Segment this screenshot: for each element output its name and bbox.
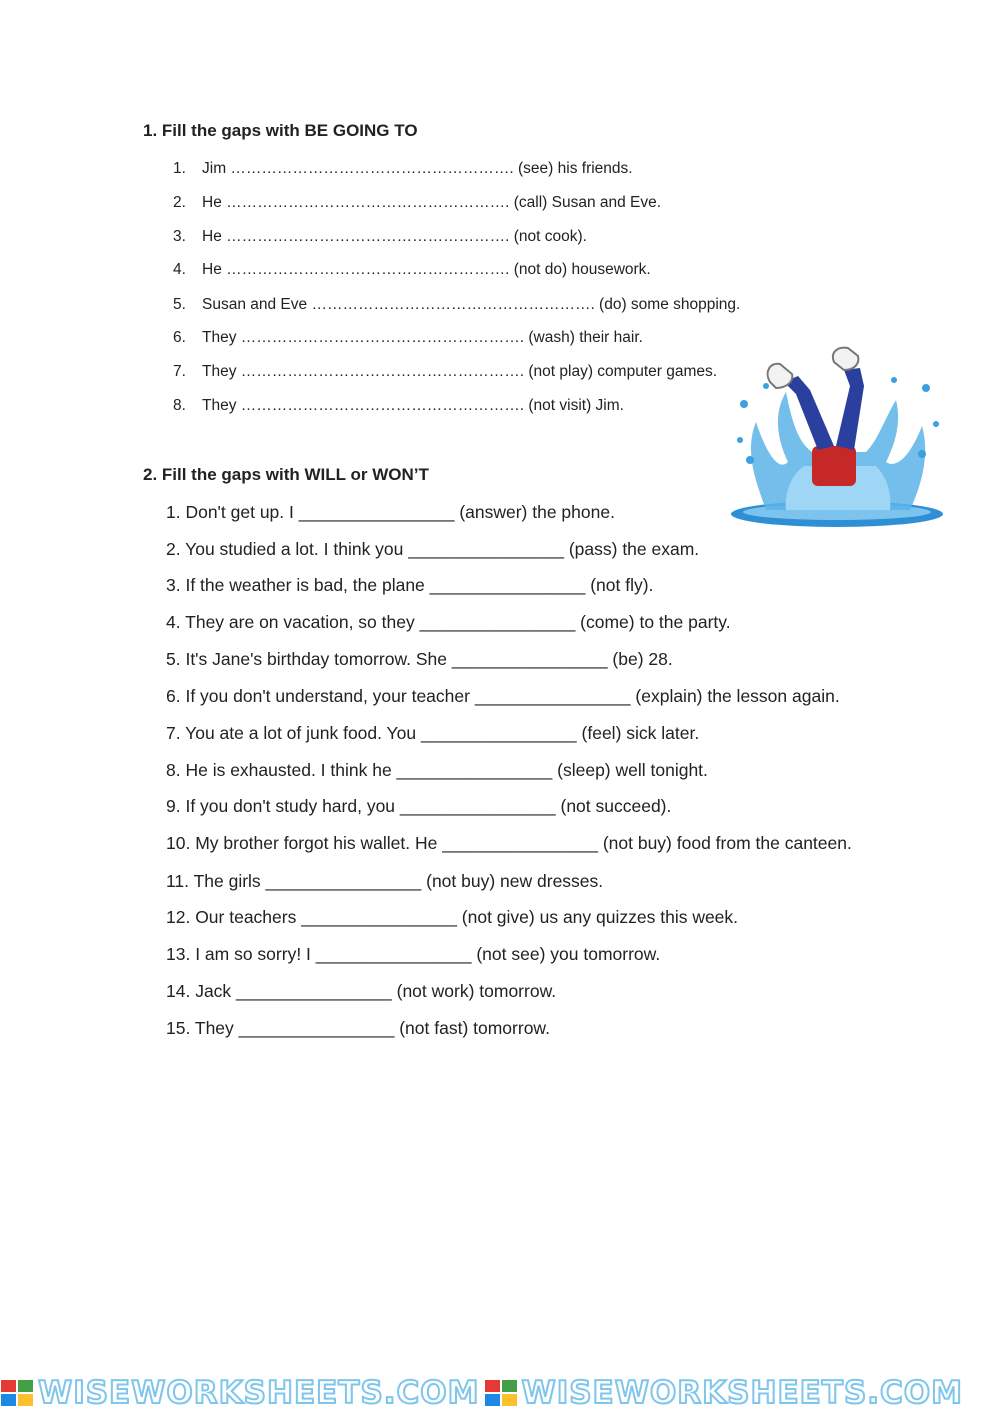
exercise-2-item: 4. They are on vacation, so they ________________ (come) to the party. [166,612,731,632]
item-text: They ………………………………………………. (not play) computer games. [202,363,718,380]
item-number: 6. [173,329,186,346]
item-text: They ………………………………………………. (wash) their hair. [202,329,643,346]
exercise-2-item: 14. Jack ________________ (not work) tomorrow. [166,981,557,1001]
exercise-2-item: 1. Don't get up. I ________________ (answer) the phone. [166,502,615,522]
exercise-2-item: 7. You ate a lot of junk food. You ________________ (feel) sick later. [166,723,700,743]
watermark-text: WISEWORKSHEETS.COM [521,1374,963,1411]
watermark-unit [0,1375,480,1411]
exercise-1-item [173,363,717,381]
item-text: He ………………………………………………. (call) Susan and Eve. [202,194,662,211]
item-number: 4. [173,261,186,278]
item-number: 5. [173,296,186,313]
exercise-2-item: 5. It's Jane's birthday tomorrow. She ________________ (be) 28. [166,649,673,669]
exercise-1-item [173,160,633,178]
exercise-2-item: 10. My brother forgot his wallet. He ________________ (not buy) food from the canteen. [166,833,852,853]
exercise-1-item [173,228,587,246]
exercise-1-item [173,194,661,212]
exercise-2-item: 8. He is exhausted. I think he ________________ (sleep) well tonight. [166,760,708,780]
exercise-2-item: 6. If you don't understand, your teacher ________________ (explain) the lesson again. [166,686,840,706]
exercise-2-item: 11. The girls ________________ (not buy) new dresses. [166,871,604,891]
exercise-1-item [173,261,651,279]
item-number: 8. [173,397,186,414]
exercise-2-item: 9. If you don't study hard, you ________________ (not succeed). [166,796,672,816]
item-number: 2. [173,194,186,211]
exercise-1-item [173,296,740,314]
exercise-2-item: 13. I am so sorry! I ________________ (not see) you tomorrow. [166,944,661,964]
watermark-text: WISEWORKSHEETS.COM [38,1374,480,1411]
diving-splash-icon [726,342,948,532]
exercise-1-item [173,397,624,415]
watermark-unit [484,1375,964,1411]
footer-watermark [0,1372,1000,1413]
item-text: He ………………………………………………. (not do) housework. [202,261,651,278]
exercise-2-item: 12. Our teachers ________________ (not give) us any quizzes this week. [166,907,739,927]
wiseworksheets-logo-icon [0,1379,34,1407]
exercise-2-item: 15. They ________________ (not fast) tomorrow. [166,1018,550,1038]
item-number: 3. [173,228,186,245]
item-text: Jim ………………………………………………. (see) his friends. [202,160,633,177]
wiseworksheets-logo-icon [484,1379,518,1407]
exercise-1-item [173,329,643,347]
item-number: 1. [173,160,186,177]
exercise-2-item: 3. If the weather is bad, the plane ________________ (not fly). [166,575,654,595]
item-text: Susan and Eve ………………………………………………. (do) some shopping. [202,296,741,313]
section-2-title: 2. Fill the gaps with WILL or WON’T [143,465,429,484]
exercise-2-item: 2. You studied a lot. I think you ________________ (pass) the exam. [166,539,700,559]
item-text: They ………………………………………………. (not visit) Jim. [202,397,624,414]
item-text: He ………………………………………………. (not cook). [202,228,587,245]
item-number: 7. [173,363,186,380]
section-1-title: 1. Fill the gaps with BE GOING TO [143,121,418,140]
